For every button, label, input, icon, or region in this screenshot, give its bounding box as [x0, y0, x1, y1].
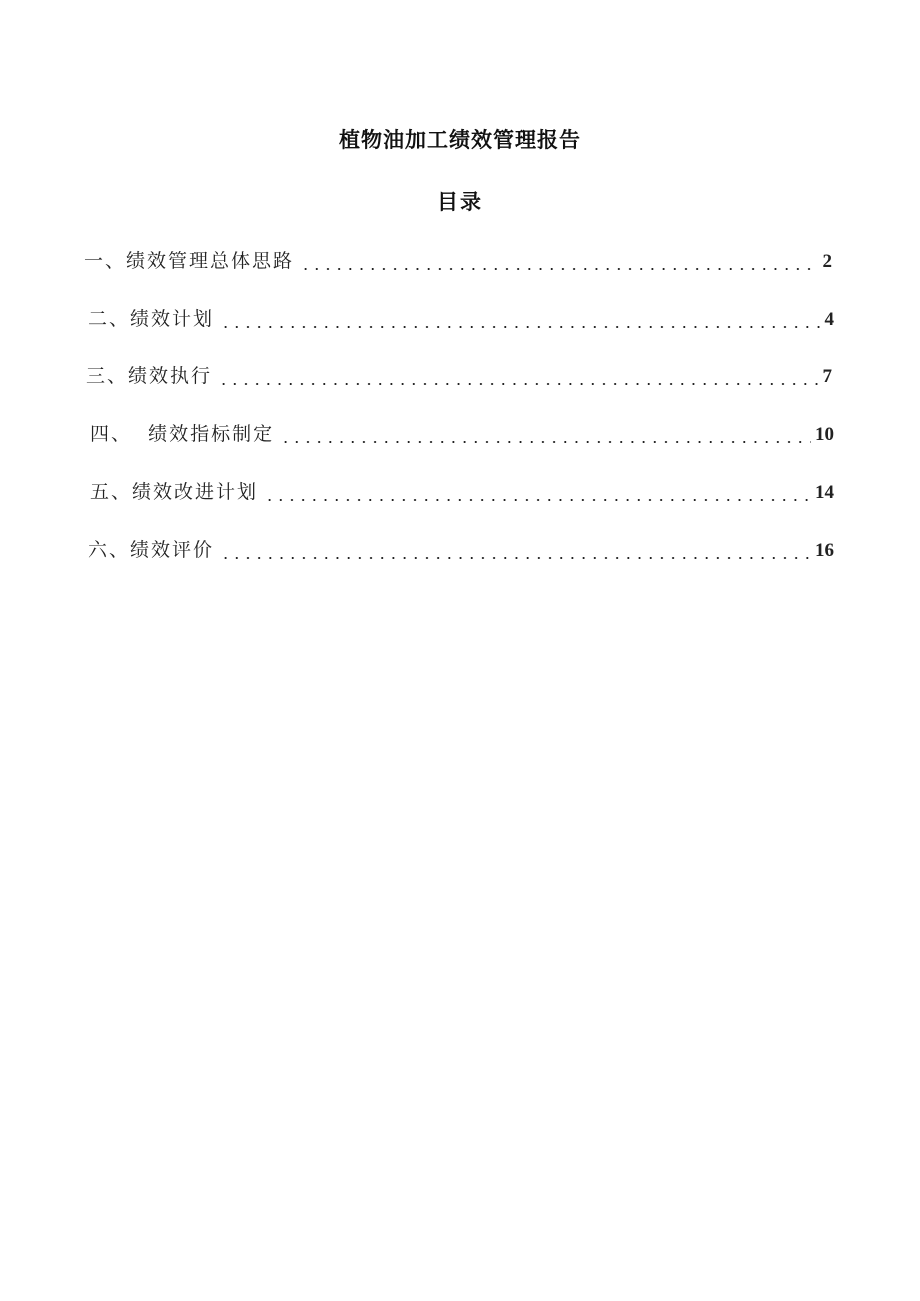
toc-entry-label: 一、绩效管理总体思路 — [84, 250, 295, 272]
toc-entry-label: 六、绩效评价 — [88, 539, 215, 561]
toc-dot-leader — [280, 427, 811, 449]
toc-dot-leader — [220, 543, 811, 565]
toc-entry-6[interactable] — [88, 535, 834, 565]
toc-entry-label: 三、绩效执行 — [86, 365, 213, 387]
toc-page-number: 2 — [822, 251, 832, 272]
toc-entry-label: 五、绩效改进计划 — [90, 481, 259, 503]
toc-entry-label: 四、 绩效指标制定 — [90, 423, 275, 445]
toc-page-number: 10 — [815, 424, 834, 445]
toc-dot-leader — [300, 254, 818, 276]
toc-page-number: 7 — [822, 366, 832, 387]
toc-page-number: 16 — [815, 540, 834, 561]
toc-entry-4[interactable] — [90, 419, 834, 449]
toc-entry-3[interactable] — [86, 361, 832, 391]
toc-entry-1[interactable] — [84, 246, 832, 276]
toc-dot-leader — [220, 312, 820, 334]
toc-page-number: 4 — [824, 309, 834, 330]
toc-entry-label: 二、绩效计划 — [88, 308, 215, 330]
toc-entry-2[interactable] — [88, 304, 834, 334]
toc-heading: 目录 — [437, 190, 483, 214]
toc-entry-5[interactable] — [90, 477, 834, 507]
document-title: 植物油加工绩效管理报告 — [339, 128, 581, 152]
toc-dot-leader — [264, 485, 811, 507]
toc-dot-leader — [218, 369, 818, 391]
toc-page-number: 14 — [815, 482, 834, 503]
